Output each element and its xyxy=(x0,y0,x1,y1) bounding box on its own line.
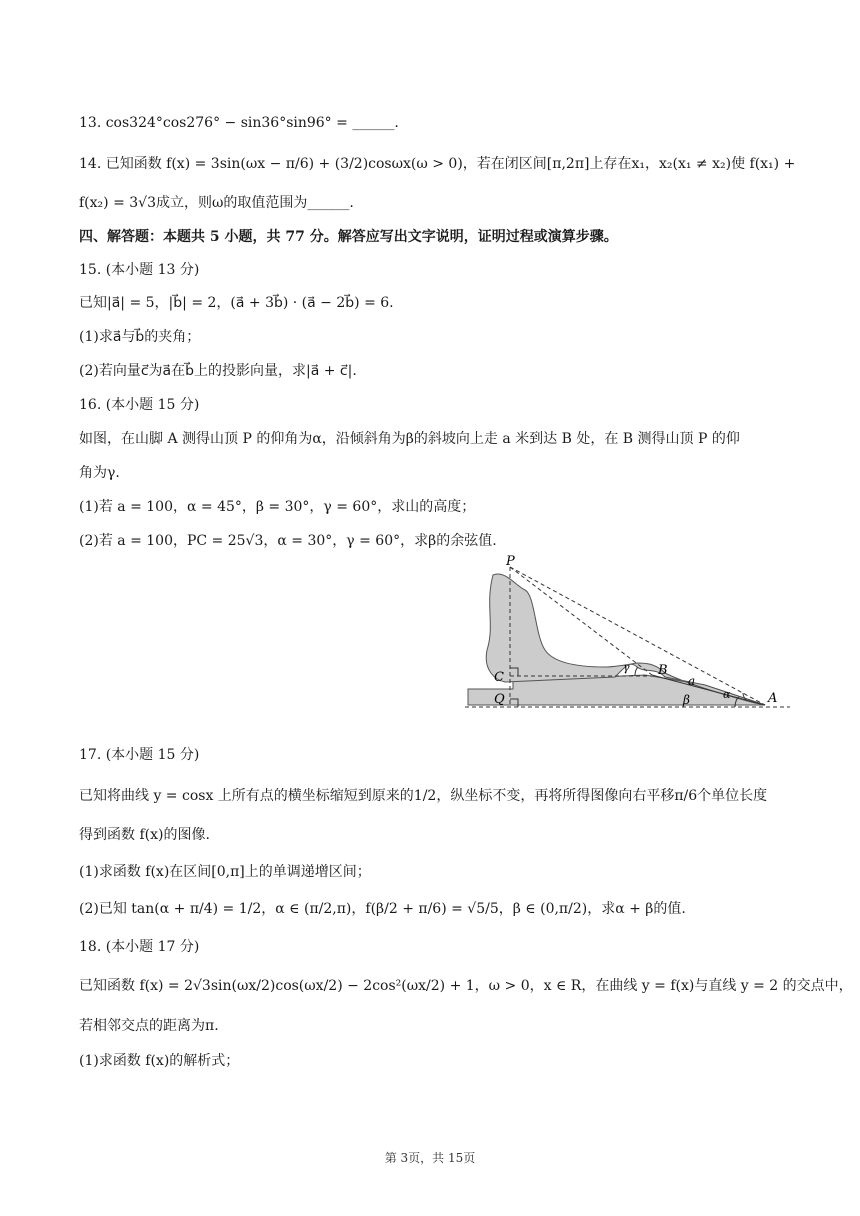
question-17-heading: 17. (本小题 15 分) xyxy=(79,747,200,763)
question-15-part-2: (2)若向量c⃗为a⃗在b⃗上的投影向量，求|a⃗ + c⃗|. xyxy=(79,363,357,379)
question-15-part-1: (1)求a⃗与b⃗的夹角； xyxy=(79,329,201,345)
question-15-body: 已知|a⃗| = 5，|b⃗| = 2，(a⃗ + 3b⃗) · (a⃗ − 2b⃗) = 6. xyxy=(79,295,394,311)
question-16-part-2: (2)若 a = 100，PC = 25√3，α = 30°，γ = 60°，求β的余弦值. xyxy=(79,533,497,549)
label-Q: Q xyxy=(494,692,505,707)
question-16-body-line-2: 角为γ. xyxy=(79,465,120,481)
question-13: 13. cos324°cos276° − sin36°sin96° = ______. xyxy=(79,115,399,131)
question-14-line-2: f(x₂) = 3√3成立，则ω的取值范围为______. xyxy=(79,195,354,211)
question-18-heading: 18. (本小题 17 分) xyxy=(79,939,200,955)
question-17-part-2: (2)已知 tan(α + π/4) = 1/2，α ∈ (π/2,π)，f(β/2 + π/6) = √5/5，β ∈ (0,π/2)，求α + β的值. xyxy=(79,901,686,917)
mountain-figure xyxy=(465,555,795,715)
question-17-part-1: (1)求函数 f(x)在区间[0,π]上的单调递增区间； xyxy=(79,864,371,880)
question-17-body-line-1: 已知将曲线 y = cosx 上所有点的横坐标缩短到原来的1/2，纵坐标不变，再将所得图像向右平移π/6个单位长度 xyxy=(79,788,768,804)
question-17-body-line-2: 得到函数 f(x)的图像. xyxy=(79,827,210,843)
question-18-body-line-2: 若相邻交点的距离为π. xyxy=(79,1018,219,1034)
section-heading: 四、解答题：本题共 5 小题，共 77 分。解答应写出文字说明，证明过程或演算步骤。 xyxy=(79,229,618,245)
label-P: P xyxy=(506,555,515,569)
question-16-part-1: (1)若 a = 100，α = 45°，β = 30°，γ = 60°，求山的高度； xyxy=(79,499,476,515)
question-18-part-1: (1)求函数 f(x)的解析式； xyxy=(79,1053,240,1069)
question-15-heading: 15. (本小题 13 分) xyxy=(79,262,200,278)
question-18-body-line-1: 已知函数 f(x) = 2√3sin(ωx/2)cos(ωx/2) − 2cos²(ωx/2) + 1，ω > 0，x ∈ R，在曲线 y = f(x)与直线 y = 2 的交点中， xyxy=(79,978,853,994)
label-a: a xyxy=(688,674,696,688)
page-footer: 第 3页，共 15页 xyxy=(384,1151,476,1165)
question-16-body-line-1: 如图，在山脚 A 测得山顶 P 的仰角为α，沿倾斜角为β的斜坡向上走 a 米到达 B 处，在 B 测得山顶 P 的仰 xyxy=(79,431,740,447)
label-alpha: α xyxy=(723,688,731,701)
label-C: C xyxy=(494,670,504,685)
label-beta: β xyxy=(683,693,690,707)
question-14-line-1: 14. 已知函数 f(x) = 3sin(ωx − π/6) + (3/2)cosωx(ω > 0)，若在闭区间[π,2π]上存在x₁，x₂(x₁ ≠ x₂)使 f(x₁) + xyxy=(79,156,796,172)
label-gamma: γ xyxy=(623,661,630,674)
label-B: B xyxy=(658,663,668,678)
question-16-heading: 16. (本小题 15 分) xyxy=(79,397,200,413)
label-A: A xyxy=(768,691,778,706)
